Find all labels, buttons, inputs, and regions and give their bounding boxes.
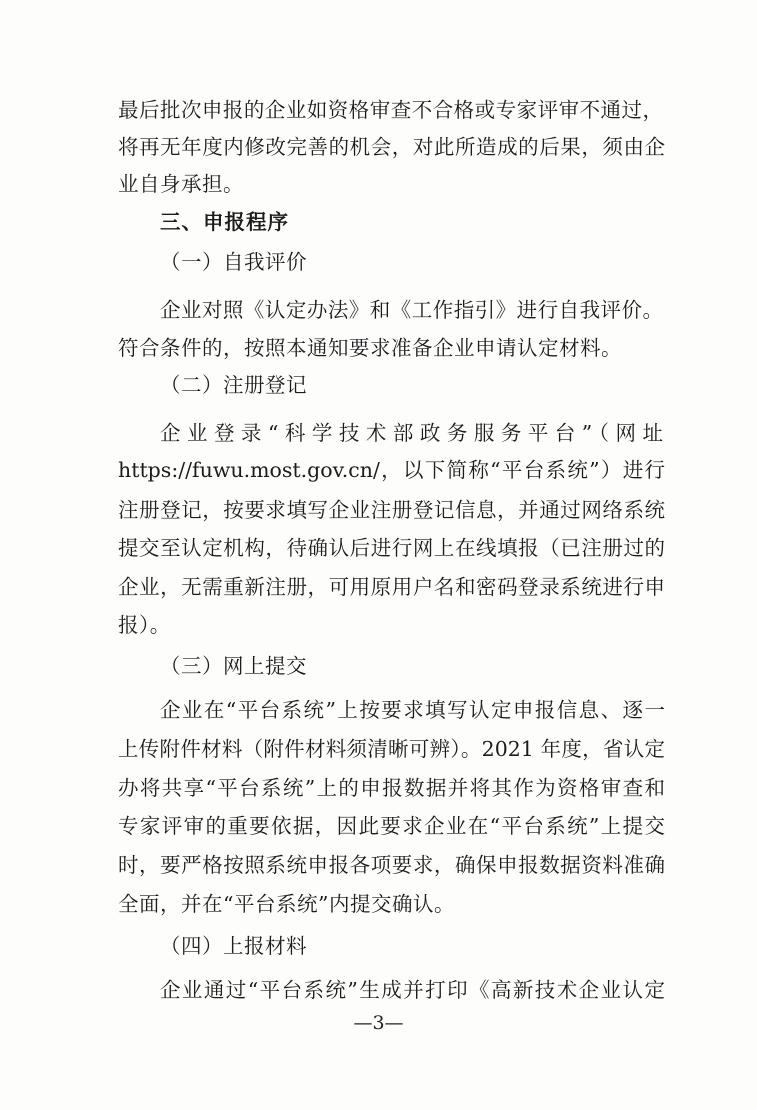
- text-line: 企业在“平台系统”上按要求填写认定申报信息、逐一: [160, 698, 665, 722]
- text-line: 企业通过“平台系统”生成并打印《高新技术企业认定: [160, 978, 665, 1002]
- subsection-heading: （二）注册登记: [160, 373, 307, 397]
- subsection-heading: （一）自我评价: [160, 250, 307, 274]
- text-line: 注册登记，按要求填写企业注册登记信息，并通过网络系统: [118, 498, 665, 522]
- text-line: 将再无年度内修改完善的机会，对此所造成的后果，须由企: [118, 135, 665, 159]
- subsection-heading: （四）上报材料: [160, 934, 307, 958]
- text-line: 提交至认定机构，待确认后进行网上在线填报（已注册过的: [118, 536, 665, 560]
- text-line: https://fuwu.most.gov.cn/，以下简称“平台系统”）进行: [118, 458, 665, 482]
- text-line: 企业对照《认定办法》和《工作指引》进行自我评价。: [160, 298, 663, 322]
- section-heading: 三、申报程序: [160, 210, 289, 234]
- text-line: 全面，并在“平台系统”内提交确认。: [118, 892, 455, 916]
- text-line: 业自身承担。: [118, 172, 244, 196]
- text-line: 上传附件材料（附件材料须清晰可辨）。2021 年度，省认定: [118, 737, 665, 761]
- text-line: 最后批次申报的企业如资格审查不合格或专家评审不通过，: [118, 98, 663, 122]
- subsection-heading: （三）网上提交: [160, 654, 307, 678]
- text-line: 办将共享“平台系统”上的申报数据并将其作为资格审查和: [118, 776, 665, 800]
- text-line: 企业登录“科学技术部政务服务平台”（网址: [160, 421, 663, 445]
- text-line: 专家评审的重要依据，因此要求企业在“平台系统”上提交: [118, 814, 665, 838]
- text-line: 企业，无需重新注册，可用原用户名和密码登录系统进行申: [118, 575, 665, 599]
- text-line: 报）。: [118, 613, 171, 637]
- page-number: —3—: [353, 1012, 404, 1034]
- text-line: 符合条件的，按照本通知要求准备企业申请认定材料。: [118, 336, 622, 360]
- text-line: 时，要严格按照系统申报各项要求，确保申报数据资料准确: [118, 853, 665, 877]
